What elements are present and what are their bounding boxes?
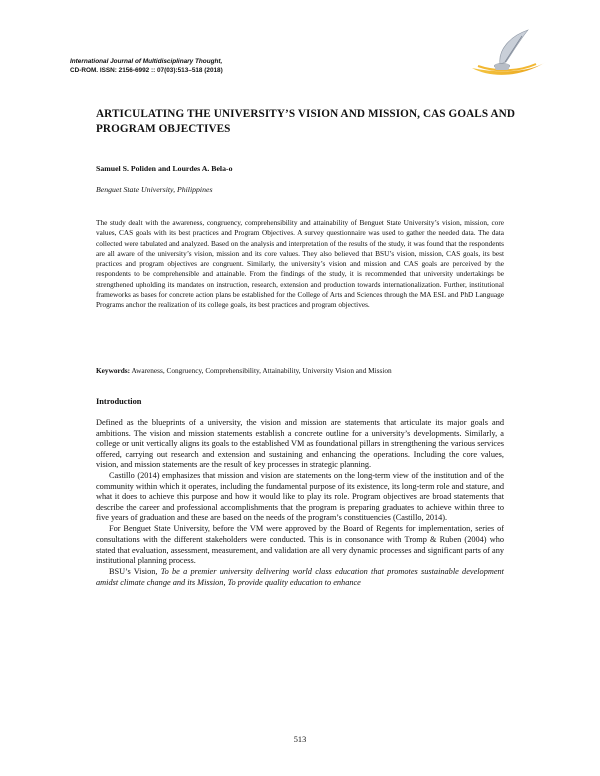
paper-title: ARTICULATING THE UNIVERSITY’S VISION AND MISSION, CAS GOALS AND PROGRAM OBJECTIVES [96, 108, 516, 135]
paragraph-4 [96, 567, 504, 588]
journal-title: International Journal of Multidisciplinary Thought, [70, 58, 223, 65]
author-affiliation: Benguet State University, Philippines [96, 185, 213, 194]
paragraph-4-vision-quote: To be a premier university delivering world class education that promotes sustainable development amidst climate change and its Mission, To provide quality education to enhance [96, 567, 504, 587]
keywords [96, 366, 506, 376]
paragraph-1: Defined as the blueprints of a university, the vision and mission are statements that articulate its major goals and ambitions. The vision and mission statements establish a concrete outline for a university’s developments. Similarly, a college or unit vertically aligns its goals to the established VM as foundational pillars in strengthening the various services offered, carrying out research and extension and sustaining and enhancing the operations. Including the core values, vision, and mission statements are the result of key processes in strategic planning. [96, 418, 504, 470]
journal-issn: CD-ROM. ISSN: 2156-6992 :: 07(03):513–518 (2018) [70, 67, 223, 74]
page-number: 513 [293, 735, 307, 744]
keywords-text: Awareness, Congruency, Comprehensibility, Attainability, University Vision and Mission [130, 366, 392, 375]
body-text [96, 418, 504, 588]
quill-inkwell-logo [470, 28, 548, 80]
keywords-label: Keywords: [96, 366, 131, 375]
paragraph-4-start: BSU’s Vision, [109, 567, 161, 577]
paragraph-3: For Benguet State University, before the VM were approved by the Board of Regents for implementation, series of consultations with the different stakeholders were conducted. This is in consonance with Tromp & Ruben (2004) who stated that evaluation, assessment, measurement, and validation are all very dynamic processes and significant parts of any institutional planning process. [96, 524, 504, 566]
abstract: The study dealt with the awareness, congruency, comprehensibility and attainability of Benguet State University’s vision, mission, core values, CAS goals with its best practices and Program Objectives. A survey questionnaire was used to gather the needed data. The data collected were tabulated and analyzed. Based on the analysis and interpretation of the results of the study, it was found that the respondents are all aware of the university’s vision, mission and its core values. They also believed that BSU’s vision, mission, CAS goals, its best practices and program objectives are congruent. Similarly, the university’s vision and mission and CAS goals are perceived by the respondents to be comprehensible and attainable. From the findings of the study, it is recommended that university undertakings be strengthened upholding its mandates on instruction, research, extension and production towards internationalization. Further, institutional frameworks as bases for concrete action plans be established for the College of Arts and Sciences through the MA ESL and PhD Language Programs anchor the realization of its college goals, its best practices and program objectives. [96, 218, 504, 310]
section-heading-introduction: Introduction [96, 397, 142, 406]
paragraph-2: Castillo (2014) emphasizes that mission and vision are statements on the long-term view of the institution and of the community within which it operates, including the fundamental purpose of its existence, its long-term role and stature, and what it does to achieve this purpose and how it would like to play its role. Program objectives are broad statements that describe the career and professional accomplishments that the program is preparing graduates to achieve within three to five years of graduation and these are based on the needs of the program’s constituencies (Castillo, 2014). [96, 471, 504, 523]
paper-authors: Samuel S. Poliden and Lourdes A. Bela-o [96, 164, 233, 173]
journal-header [70, 57, 223, 75]
